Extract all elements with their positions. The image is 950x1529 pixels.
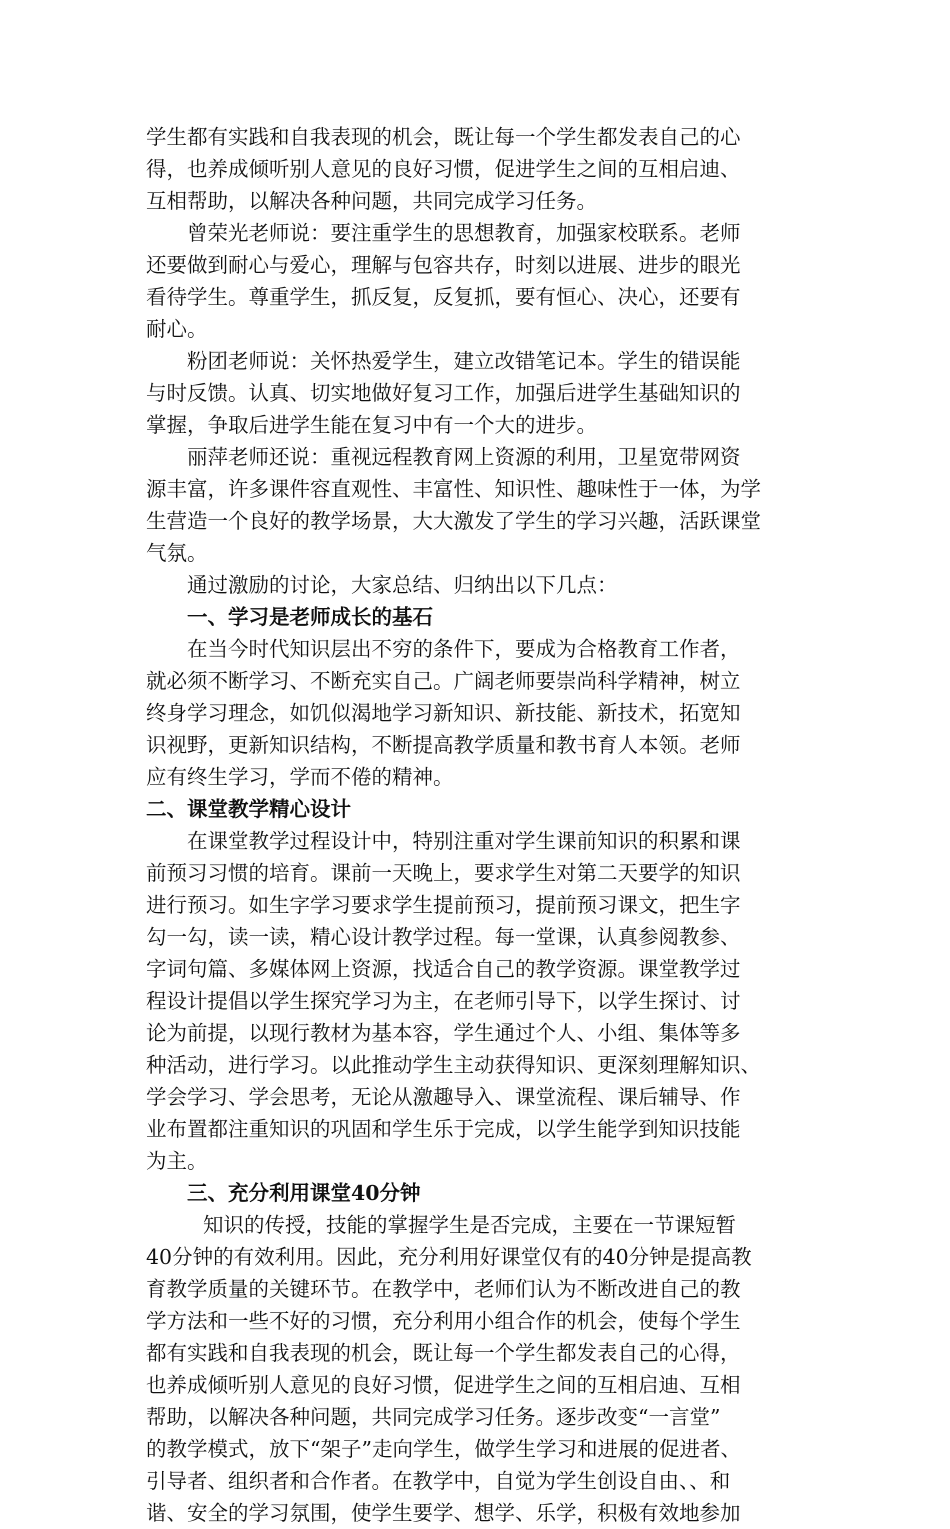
- text-line: 互相帮助，以解决各种问题，共同完成学习任务。: [146, 189, 597, 213]
- text-line: 种活动，进行学习。以此推动学生主动获得知识、更深刻理解知识、: [146, 1053, 761, 1077]
- text-line: 进行预习。如生字学习要求学生提前预习，提前预习课文，把生字: [146, 893, 741, 917]
- section-heading: 一、学习是老师成长的基石: [187, 605, 433, 629]
- text-line: 得，也养成倾听别人意见的良好习惯，促进学生之间的互相启迪、: [146, 157, 741, 181]
- text-line: 勾一勾，读一读，精心设计教学过程。每一堂课，认真参阅教参、: [146, 925, 741, 949]
- paragraph-first-line: 在当今时代知识层出不穷的条件下，要成为合格教育工作者，: [187, 637, 741, 661]
- text-line: 也养成倾听别人意见的良好习惯，促进学生之间的互相启迪、互相: [146, 1373, 741, 1397]
- text-line: 引导者、组织者和合作者。在教学中，自觉为学生创设自由、、和: [146, 1469, 731, 1493]
- document-body: [146, 121, 818, 1529]
- text-line: 就必须不断学习、不断充实自己。广阔老师要崇尚科学精神，树立: [146, 669, 741, 693]
- text-line: 看待学生。尊重学生，抓反复，反复抓，要有恒心、决心，还要有: [146, 285, 741, 309]
- text-line: 为主。: [146, 1149, 208, 1173]
- paragraph-first-line: 曾荣光老师说：要注重学生的思想教育，加强家校联系。老师: [187, 221, 741, 245]
- paragraph-first-line: 丽萍老师还说：重视远程教育网上资源的利用，卫星宽带网资: [187, 445, 741, 469]
- text-line: 论为前提，以现行教材为基本容，学生通过个人、小组、集体等多: [146, 1021, 741, 1045]
- text-line: 与时反馈。认真、切实地做好复习工作，加强后进学生基础知识的: [146, 381, 741, 405]
- text-line: 生营造一个良好的教学场景，大大激发了学生的学习兴趣，活跃课堂: [146, 509, 761, 533]
- text-line: 掌握，争取后进学生能在复习中有一个大的进步。: [146, 413, 597, 437]
- text-line: 前预习习惯的培育。课前一天晚上，要求学生对第二天要学的知识: [146, 861, 741, 885]
- paragraph-first-line: 知识的传授，技能的掌握学生是否完成，主要在一节课短暂: [203, 1213, 736, 1237]
- paragraph-first-line: 通过激励的讨论，大家总结、归纳出以下几点：: [187, 573, 618, 597]
- text-line: 学生都有实践和自我表现的机会，既让每一个学生都发表自己的心: [146, 125, 741, 149]
- text-line: 终身学习理念，如饥似渴地学习新知识、新技能、新技术，拓宽知: [146, 701, 741, 725]
- text-line: 帮助，以解决各种问题，共同完成学习任务。逐步改变“一言堂”: [146, 1405, 721, 1429]
- text-line: 气氛。: [146, 541, 208, 565]
- text-line: 学会学习、学会思考，无论从激趣导入、课堂流程、课后辅导、作: [146, 1085, 741, 1109]
- text-line: 40分钟的有效利用。因此，充分利用好课堂仅有的40分钟是提高教: [146, 1245, 752, 1269]
- text-line: 应有终生学习，学而不倦的精神。: [146, 765, 454, 789]
- text-line: 都有实践和自我表现的机会，既让每一个学生都发表自己的心得，: [146, 1341, 741, 1365]
- text-line: 源丰富，许多课件容直观性、丰富性、知识性、趣味性于一体，为学: [146, 477, 761, 501]
- text-line: 业布置都注重知识的巩固和学生乐于完成，以学生能学到知识技能: [146, 1117, 741, 1141]
- text-line: 学方法和一些不好的习惯，充分利用小组合作的机会，使每个学生: [146, 1309, 741, 1333]
- text-line: 程设计提倡以学生探究学习为主，在老师引导下，以学生探讨、讨: [146, 989, 741, 1013]
- paragraph-first-line: 粉团老师说：关怀热爱学生，建立改错笔记本。学生的错误能: [187, 349, 741, 373]
- paragraph-first-line: 在课堂教学过程设计中，特别注重对学生课前知识的积累和课: [187, 829, 741, 853]
- section-heading: 二、课堂教学精心设计: [146, 797, 351, 821]
- text-line: 字词句篇、多媒体网上资源，找适合自己的教学资源。课堂教学过: [146, 957, 741, 981]
- text-line: 育教学质量的关键环节。在教学中，老师们认为不断改进自己的教: [146, 1277, 741, 1301]
- text-line: 识视野，更新知识结构，不断提高教学质量和教书育人本领。老师: [146, 733, 741, 757]
- text-line: 谐、安全的学习氛围，使学生要学、想学、乐学，积极有效地参加: [146, 1501, 741, 1525]
- section-heading: 三、充分利用课堂40分钟: [187, 1181, 421, 1205]
- text-line: 耐心。: [146, 317, 208, 341]
- text-line: 的教学模式，放下“架子”走向学生，做学生学习和进展的促进者、: [146, 1437, 741, 1461]
- text-line: 还要做到耐心与爱心，理解与包容共存，时刻以进展、进步的眼光: [146, 253, 741, 277]
